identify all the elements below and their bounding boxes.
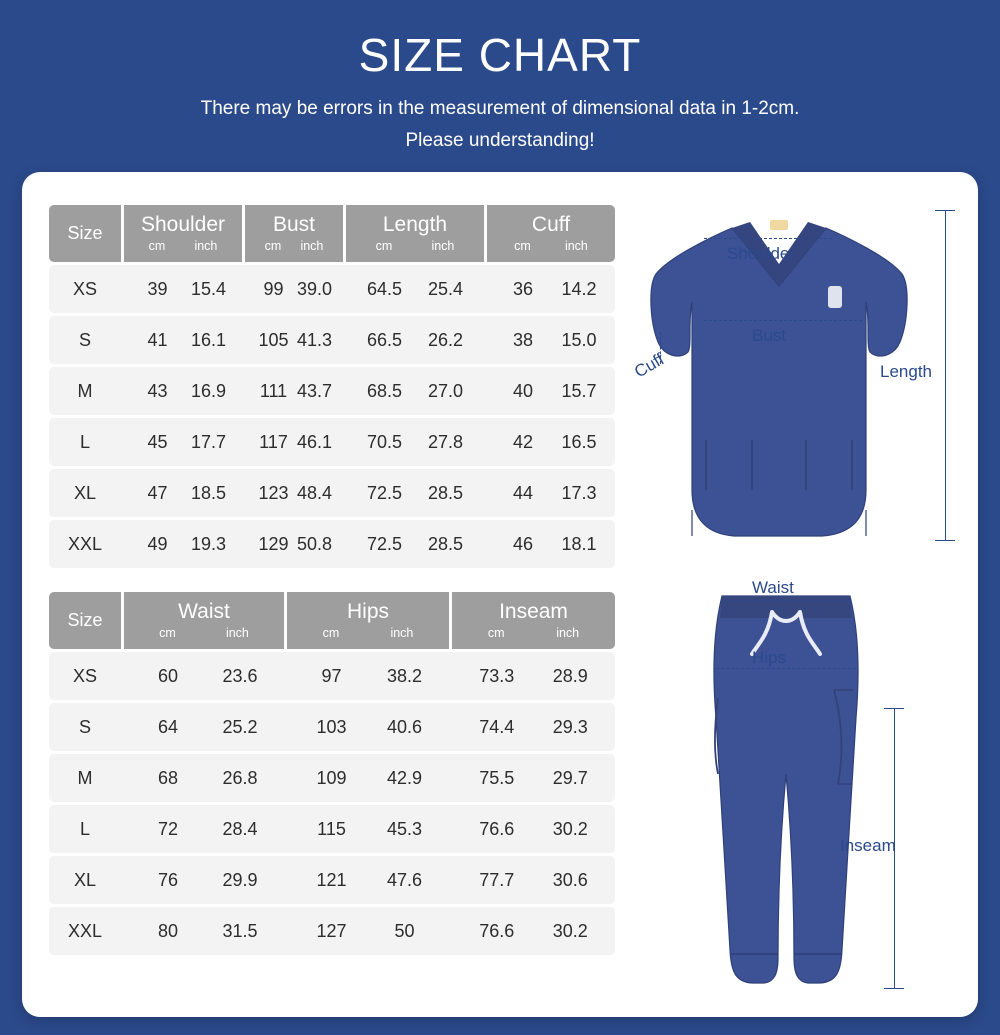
cell-bust: 129 50.8 (245, 520, 343, 568)
cell-shoulder: 45 17.7 (124, 418, 242, 466)
header-cuff: Cuff cm inch (487, 205, 615, 262)
garment-illustrations (622, 190, 978, 1010)
cell-bust: 111 43.7 (245, 367, 343, 415)
cell-size: XS (49, 652, 121, 700)
table-row (49, 805, 615, 853)
header-hips: Hips cm inch (287, 592, 449, 649)
cell-cuff: 40 15.7 (487, 367, 615, 415)
waist-dimension-line (722, 600, 850, 601)
cell-length: 72.5 28.5 (346, 520, 484, 568)
unit-cm: cm (375, 238, 393, 253)
unit-inch: inch (390, 625, 414, 640)
cell-size: XL (49, 469, 121, 517)
header-bust: Bust cm inch (245, 205, 343, 262)
unit-cm: cm (159, 625, 176, 640)
header-inseam: Inseam cm inch (452, 592, 615, 649)
label-hips: Hips (752, 648, 787, 667)
cell-waist: 80 31.5 (124, 907, 284, 955)
bust-dimension-line (704, 320, 862, 321)
table-row (49, 520, 615, 568)
cell-cuff: 44 17.3 (487, 469, 615, 517)
cell-inseam: 77.7 30.6 (452, 856, 615, 904)
unit-inch: inch (194, 238, 218, 253)
cell-size: XS (49, 265, 121, 313)
unit-cm: cm (264, 238, 282, 253)
cell-shoulder: 39 15.4 (124, 265, 242, 313)
unit-cm: cm (322, 625, 340, 640)
cell-waist: 68 26.8 (124, 754, 284, 802)
cell-hips: 127 50 (287, 907, 449, 955)
cell-cuff: 38 15.0 (487, 316, 615, 364)
unit-cm: cm (487, 625, 505, 640)
cell-waist: 72 28.4 (124, 805, 284, 853)
table-row (49, 703, 615, 751)
cell-waist: 64 25.2 (124, 703, 284, 751)
measurement-note-line-2: Please understanding! (405, 130, 595, 152)
cell-size: M (49, 367, 121, 415)
cell-inseam: 76.6 30.2 (452, 805, 615, 853)
cell-inseam: 76.6 30.2 (452, 907, 615, 955)
cell-bust: 105 41.3 (245, 316, 343, 364)
length-tick-bottom (935, 540, 955, 541)
cell-hips: 115 45.3 (287, 805, 449, 853)
cell-cuff: 46 18.1 (487, 520, 615, 568)
inseam-tick-bottom (884, 988, 904, 989)
top-measurements-table (49, 202, 615, 571)
size-tables (49, 202, 615, 958)
cell-size: L (49, 418, 121, 466)
cell-hips: 109 42.9 (287, 754, 449, 802)
cell-inseam: 75.5 29.7 (452, 754, 615, 802)
length-dimension-line (945, 210, 946, 540)
hips-dimension-line (716, 668, 856, 669)
table-spacer (49, 571, 615, 589)
header-length: Length cm inch (346, 205, 484, 262)
unit-cm: cm (514, 238, 531, 253)
cell-length: 64.5 25.4 (346, 265, 484, 313)
header-size: Size (49, 592, 121, 649)
cell-shoulder: 49 19.3 (124, 520, 242, 568)
cell-length: 66.5 26.2 (346, 316, 484, 364)
table-row (49, 316, 615, 364)
cell-cuff: 36 14.2 (487, 265, 615, 313)
cell-bust: 117 46.1 (245, 418, 343, 466)
cell-hips: 121 47.6 (287, 856, 449, 904)
cell-length: 68.5 27.0 (346, 367, 484, 415)
cell-waist: 76 29.9 (124, 856, 284, 904)
header-waist: Waist cm inch (124, 592, 284, 649)
cell-waist: 60 23.6 (124, 652, 284, 700)
length-tick-top (935, 210, 955, 211)
cell-inseam: 74.4 29.3 (452, 703, 615, 751)
table-row (49, 652, 615, 700)
cell-inseam: 73.3 28.9 (452, 652, 615, 700)
unit-inch: inch (431, 238, 455, 253)
cell-shoulder: 47 18.5 (124, 469, 242, 517)
table-row (49, 856, 615, 904)
table-row (49, 418, 615, 466)
page-header (0, 0, 1000, 156)
label-cuff: Cuff (631, 349, 668, 382)
content-card (22, 172, 978, 1017)
table-row (49, 469, 615, 517)
cell-size: XXL (49, 520, 121, 568)
cell-bust: 123 48.4 (245, 469, 343, 517)
cell-size: S (49, 703, 121, 751)
cell-size: XL (49, 856, 121, 904)
cell-length: 72.5 28.5 (346, 469, 484, 517)
cell-bust: 99 39.0 (245, 265, 343, 313)
unit-cm: cm (148, 238, 166, 253)
cell-hips: 103 40.6 (287, 703, 449, 751)
cell-size: L (49, 805, 121, 853)
table-row (49, 265, 615, 313)
cell-length: 70.5 27.8 (346, 418, 484, 466)
table-row (49, 754, 615, 802)
bottom-measurements-table (49, 589, 615, 958)
header-size: Size (49, 205, 121, 262)
scrub-pants-illustration (622, 578, 978, 1017)
header-shoulder: Shoulder cm inch (124, 205, 242, 262)
cell-size: M (49, 754, 121, 802)
table-row (49, 907, 615, 955)
cell-size: S (49, 316, 121, 364)
page-title: SIZE CHART (358, 29, 642, 81)
measurement-note-line-1: There may be errors in the measurement of dimensional data in 1-2cm. (200, 97, 800, 119)
shoulder-dimension-line (704, 238, 832, 239)
label-waist: Waist (752, 578, 794, 597)
inseam-tick-top (884, 708, 904, 709)
cell-shoulder: 43 16.9 (124, 367, 242, 415)
cell-hips: 97 38.2 (287, 652, 449, 700)
table-header-row (49, 205, 615, 262)
cell-cuff: 42 16.5 (487, 418, 615, 466)
label-shoulder: Shoulder (727, 244, 796, 263)
unit-inch: inch (556, 625, 580, 640)
table-header-row (49, 592, 615, 649)
label-inseam: Inseam (840, 836, 896, 855)
cell-shoulder: 41 16.1 (124, 316, 242, 364)
unit-inch: inch (564, 238, 588, 253)
unit-inch: inch (225, 625, 249, 640)
label-bust: Bust (752, 326, 787, 345)
table-row (49, 367, 615, 415)
label-length: Length (880, 362, 932, 381)
unit-inch: inch (300, 238, 324, 253)
cell-size: XXL (49, 907, 121, 955)
